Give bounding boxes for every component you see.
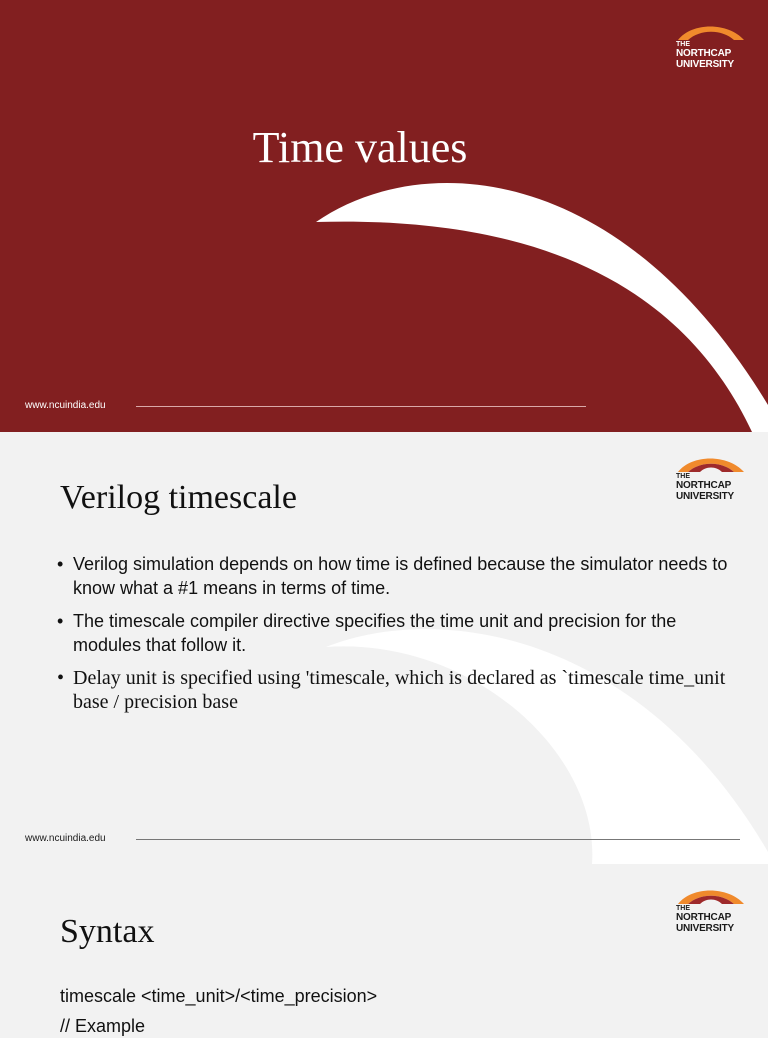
bullet-item: • Verilog simulation depends on how time is defined because the simulator needs to know what a #1 means in terms of time.	[56, 552, 736, 600]
logo-text-northcap: NORTHCAP	[676, 912, 732, 923]
bullet-item: • The timescale compiler directive specifies the time unit and precision for the modules that follow it.	[56, 609, 736, 657]
footer-url[interactable]: www.ncuindia.edu	[25, 833, 106, 844]
white-swoosh-graphic	[0, 0, 768, 432]
slide-syntax	[0, 864, 768, 1036]
university-logo	[676, 24, 746, 70]
logo-text-university: UNIVERSITY	[676, 923, 735, 934]
logo-text-the: THE	[676, 41, 690, 48]
footer-divider	[136, 406, 586, 407]
logo-text-northcap: NORTHCAP	[676, 48, 732, 59]
arc-logo-icon	[676, 456, 746, 472]
footer-url[interactable]: www.ncuindia.edu	[25, 400, 106, 411]
slide-verilog-timescale	[0, 432, 768, 864]
syntax-line: timescale <time_unit>/<time_precision>	[60, 986, 378, 1006]
logo-text-university: UNIVERSITY	[676, 59, 735, 70]
slide-heading: Verilog timescale	[60, 479, 297, 516]
arc-logo-icon	[676, 24, 746, 40]
slide-title	[0, 0, 768, 432]
slide-heading: Syntax	[60, 913, 155, 950]
logo-text-university: UNIVERSITY	[676, 491, 735, 502]
bullet-item: • Delay unit is specified using 'timescale, which is declared as `timescale time_unit base / precision base	[56, 666, 736, 714]
footer-divider	[136, 839, 740, 840]
university-logo	[676, 456, 746, 502]
bullet-list	[56, 552, 736, 723]
logo-text-northcap: NORTHCAP	[676, 480, 732, 491]
university-logo	[676, 888, 746, 934]
logo-text-the: THE	[676, 473, 690, 480]
arc-logo-icon	[676, 888, 746, 904]
slide-title-text: Time values	[252, 123, 468, 172]
example-comment: // Example	[60, 1016, 146, 1036]
logo-text-the: THE	[676, 905, 690, 912]
